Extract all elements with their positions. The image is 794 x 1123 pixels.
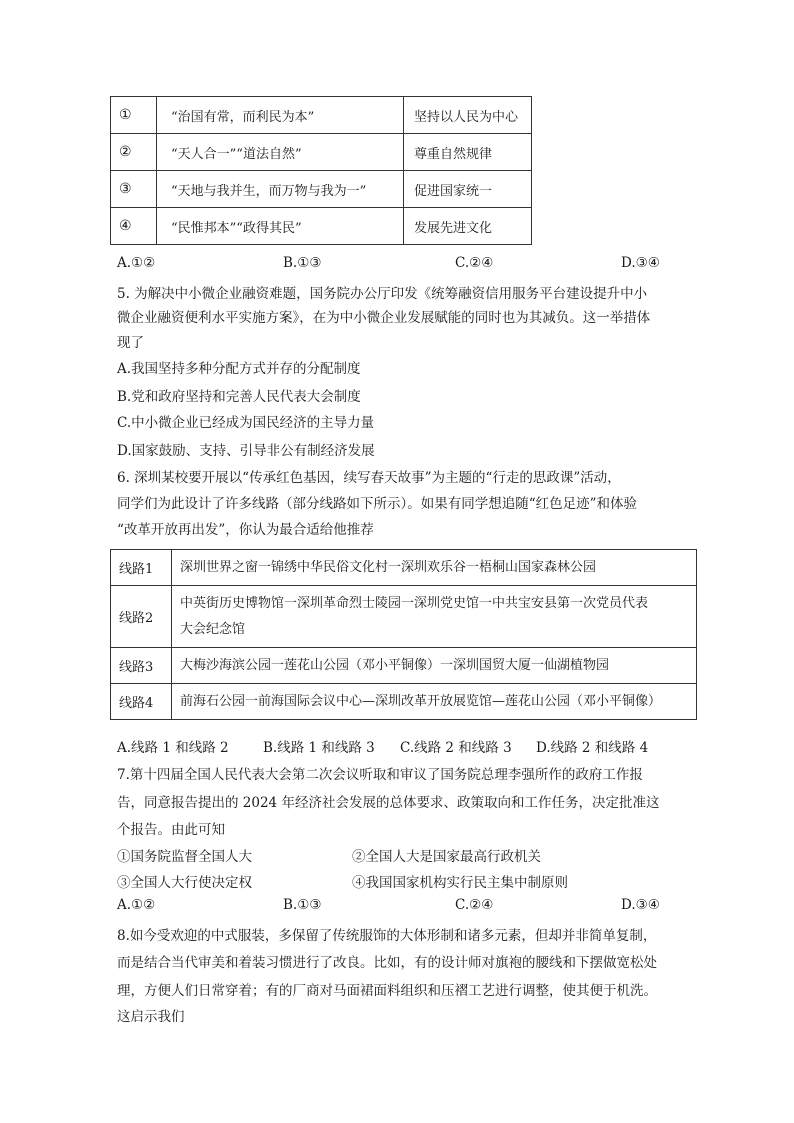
q7-stem-line: 7.第十四届全国人民代表大会第二次会议听取和审议了国务院总理李强所作的政府工作报	[117, 767, 643, 783]
q5-stem-line: 微企业融资便利水平实施方案》，在为中小微企业发展赋能的同时也为其减负。这一举措体	[117, 310, 651, 326]
q5-option: B.党和政府坚持和完善人民代表大会制度	[117, 389, 361, 405]
quote-table	[110, 96, 532, 245]
row-number: ①	[111, 97, 157, 134]
route-name: 线路2	[111, 586, 172, 648]
q7-statement: ①国务院监督全国人大	[117, 849, 252, 865]
meaning-cell: 促进国家统一	[404, 171, 532, 208]
q6-stem-line: 6. 深圳某校要开展以“传承红色基因，续写春天故事”为主题的“行走的思政课”活动，	[117, 470, 621, 486]
row-number: ③	[111, 171, 157, 208]
option-c: C.线路 2 和线路 3	[400, 740, 512, 756]
quote-cell: “民惟邦本”“政得其民”	[157, 208, 404, 245]
table-row	[111, 550, 697, 586]
route-description: 深圳世界之窗一锦绣中华民俗文化村一深圳欢乐谷一梧桐山国家森林公园	[172, 550, 697, 586]
q7-stem-line: 个报告。由此可知	[117, 822, 225, 838]
route-description: 大梅沙海滨公园一莲花山公园（邓小平铜像）一深圳国贸大厦一仙湖植物园	[172, 648, 697, 684]
q5-option: A.我国坚持多种分配方式并存的分配制度	[117, 361, 361, 377]
q5-option: D.国家鼓励、支持、引导非公有制经济发展	[117, 443, 375, 459]
table-row	[111, 97, 532, 134]
route-table	[110, 549, 697, 720]
table-row	[111, 586, 697, 648]
option-d: D.③④	[621, 255, 660, 271]
table-row	[111, 171, 532, 208]
option-c: C.②④	[455, 897, 494, 913]
option-a: A.①②	[117, 897, 156, 913]
option-c: C.②④	[455, 255, 494, 271]
table-row	[111, 648, 697, 684]
option-a: A.线路 1 和线路 2	[117, 740, 229, 756]
q8-stem-line: 理，方便人们日常穿着；有的厂商对马面裙面料组织和压褶工艺进行调整，使其便于机洗。	[117, 983, 657, 999]
route-description: 中英街历史博物馆一深圳革命烈士陵园一深圳党史馆一中共宝安县第一次党员代表 大会纪念馆	[172, 586, 697, 648]
quote-cell: “天地与我并生，而万物与我为一”	[157, 171, 404, 208]
q5-stem-line: 现了	[117, 335, 144, 351]
route-name: 线路3	[111, 648, 172, 684]
q8-stem-line: 而是结合当代审美和着装习惯进行了改良。比如，有的设计师对旗袍的腰线和下摆做宽松处	[117, 955, 657, 971]
option-b: B.①③	[283, 255, 322, 271]
q7-statement: ④我国国家机构实行民主集中制原则	[352, 875, 568, 891]
q5-stem-line: 5. 为解决中小微企业融资难题，国务院办公厅印发《统筹融资信用服务平台建设提升中小	[117, 286, 648, 302]
q8-stem-line: 8.如今受欢迎的中式服装，多保留了传统服饰的大体形制和诸多元素，但却并非简单复制，	[117, 928, 657, 944]
q7-statement: ③全国人大行使决定权	[117, 875, 252, 891]
q5-option: C.中小微企业已经成为国民经济的主导力量	[117, 415, 375, 431]
option-d: D.线路 2 和线路 4	[536, 740, 649, 756]
q8-stem-line: 这启示我们	[117, 1009, 185, 1025]
option-b: B.线路 1 和线路 3	[263, 740, 375, 756]
route-description: 前海石公园一前海国际会议中心—深圳改革开放展览馆—莲花山公园（邓小平铜像）	[172, 684, 697, 720]
meaning-cell: 尊重自然规律	[404, 134, 532, 171]
row-number: ④	[111, 208, 157, 245]
row-number: ②	[111, 134, 157, 171]
table-row	[111, 684, 697, 720]
meaning-cell: 发展先进文化	[404, 208, 532, 245]
table-row	[111, 134, 532, 171]
route-name: 线路4	[111, 684, 172, 720]
option-b: B.①③	[283, 897, 322, 913]
option-d: D.③④	[621, 897, 660, 913]
option-a: A.①②	[117, 255, 156, 271]
q6-stem-line: “改革开放再出发”，你认为最合适给他推荐	[117, 522, 374, 538]
q7-statement: ②全国人大是国家最高行政机关	[352, 849, 541, 865]
q7-stem-line: 告，同意报告提出的 2024 年经济社会发展的总体要求、政策取向和工作任务，决定批准这	[117, 795, 660, 811]
meaning-cell: 坚持以人民为中心	[404, 97, 532, 134]
quote-cell: “天人合一”“道法自然”	[157, 134, 404, 171]
route-name: 线路1	[111, 550, 172, 586]
q6-stem-line: 同学们为此设计了许多线路（部分线路如下所示）。如果有同学想追随“红色足迹”和体验	[117, 496, 638, 512]
quote-cell: “治国有常，而利民为本”	[157, 97, 404, 134]
table-row	[111, 208, 532, 245]
